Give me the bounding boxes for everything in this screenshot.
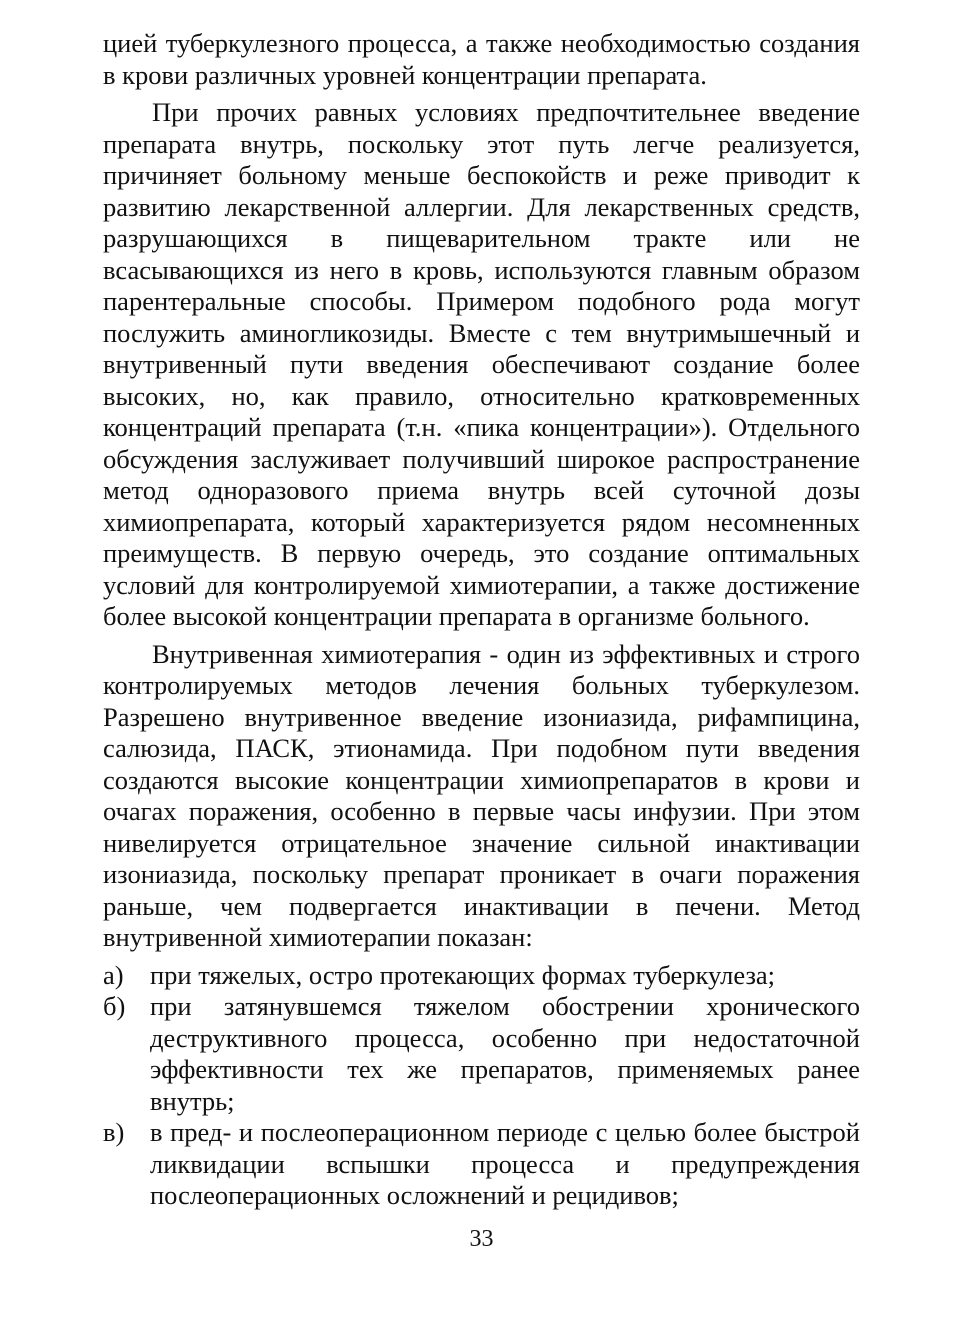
list-marker: в) <box>103 1117 125 1147</box>
paragraph-continuation: цией туберкулезного процесса, а также необходимостью создания в крови различных уровней концентрации препарата. <box>103 28 860 90</box>
list-item-text: при тяжелых, остро протекающих формах туберкулеза; <box>150 959 776 990</box>
paragraph-administration-route: При прочих равных условиях предпочтительнее введение препарата внутрь, поскольку этот путь легче реализуется, причиняет больному меньше беспокойств и реже приводит к развитию лекарственной аллергии. Для лекарственных средств, разрушающихся в пищеварительном тракте или не всасывающихся из него в кровь, используются главным образом парентеральные способы. Примером подобного рода могут послужить аминогликозиды. Вместе с тем внутримышечный и внутривенный пути введения обеспечивают создание более высоких, но, как правило, относительно кратковременных концентраций препарата (т.н. «пика концентрации»). Отдельного обсуждения заслуживает получивший широкое распространение метод одноразового приема внутрь всей суточной дозы химиопрепарата, который характеризуется рядом несомненных преимуществ. В первую очередь, это создание оптимальных условий для контролируемой химиотерапии, а также достижение более высокой концентрации препарата в организме больного. <box>103 97 860 631</box>
paragraph-intravenous-chemotherapy: Внутривенная химиотерапия - один из эффективных и строго контролируемых методов лечения больных туберкулезом. Разрешено внутривенное введение изониазида, рифампицина, салюзида, ПАСК, этионамида. При подобном пути введения создаются высокие концентрации химиопрепаратов в крови и очагах поражения, особенно в первые часы инфузии. При этом нивелируется отрицательное значение сильной инактивации изониазида, поскольку препарат проникает в очаги поражения раньше, чем подвергается инактивации в печени. Метод внутривенной химиотерапии показан: <box>103 638 860 952</box>
list-marker: б) <box>103 991 126 1021</box>
body-text <box>103 28 860 1212</box>
page-number: 33 <box>469 1226 494 1252</box>
list-item-text: при затянувшемся тяжелом обострении хронического деструктивного процесса, особенно при недостаточной эффективности тех же препаратов, применяемых ранее внутрь; <box>150 991 860 1116</box>
indications-list <box>103 960 860 1212</box>
list-item <box>103 960 860 992</box>
list-item-text: в пред- и послеоперационном периоде с целью более быстрой ликвидации вспышки процесса и предупреждения послеоперационных осложнений и рецидивов; <box>150 1117 860 1210</box>
list-item <box>103 1117 860 1212</box>
list-item <box>103 991 860 1117</box>
list-marker: а) <box>103 959 124 990</box>
